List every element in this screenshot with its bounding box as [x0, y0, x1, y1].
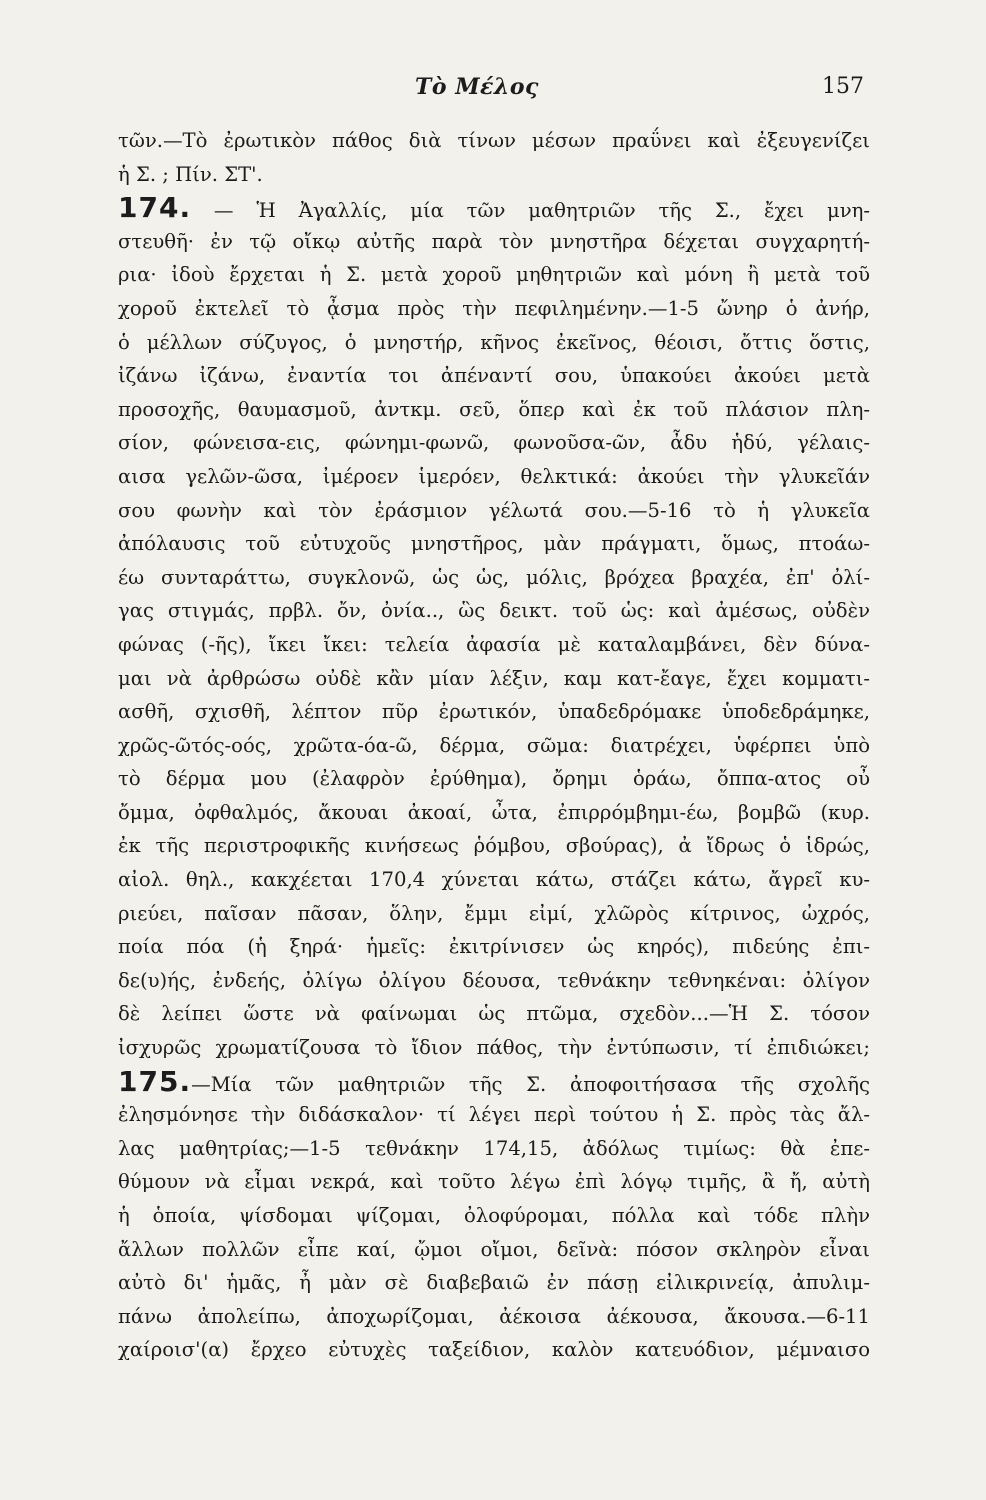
- line-text: ὄμμα, ὀφθαλμός, ἄκουαι ἀκοαί, ὦτα, ἐπιρρόμβημι-έω, βομβῶ (κυρ.: [118, 800, 870, 824]
- text-line: [118, 1165, 870, 1199]
- text-line: [118, 124, 870, 158]
- text-line: [118, 292, 870, 326]
- line-text: αισα γελῶν-ῶσα, ἰμέροεν ἱμερόεν, θελκτικά: ἀκούει τὴν γλυκεῖάν: [118, 464, 870, 488]
- line-text: ἰσχυρῶς χρωματίζουσα τὸ ἴδιον πάθος, τὴν ἐντύπωσιν, τί ἐπιδιώκει;: [118, 1036, 870, 1060]
- line-text: αἰολ. θηλ., κακχέεται 170,4 χύνεται κάτω, στάζει κάτω, ἄγρεῖ κυ-: [118, 868, 870, 892]
- text-line: [118, 829, 870, 863]
- text-line: [118, 494, 870, 528]
- text-line: [118, 796, 870, 830]
- running-title: Τὸ Μέλος: [415, 74, 539, 100]
- line-text: θύμουν νὰ εἶμαι νεκρά, καὶ τοῦτο λέγω ἐπὶ λόγῳ τιμῆς, ἂ ἤ, αὐτὴ: [118, 1170, 870, 1194]
- line-text: γας στιγμάς, πρβλ. ὄν, ὀνία.., ὣς δεικτ. τοῦ ὡς: καὶ ἀμέσως, οὐδὲν: [118, 599, 870, 623]
- text-line: [118, 997, 870, 1031]
- line-text: λας μαθητρίας;—1-5 τεθνάκην 174,15, ἀδόλως τιμίως: θὰ ἐπε-: [118, 1136, 870, 1160]
- page-number: 157: [822, 74, 864, 99]
- text-line: [118, 1233, 870, 1267]
- text-line: [118, 258, 870, 292]
- body-text: [118, 124, 870, 1367]
- text-line: [118, 359, 870, 393]
- text-line: [118, 628, 870, 662]
- section-number: 175.: [118, 1064, 192, 1098]
- line-text: σου φωνὴν καὶ τὸν ἐράσμιον γέλωτά σου.—5-16 τὸ ἡ γλυκεῖα: [118, 498, 870, 522]
- text-line: [118, 326, 870, 360]
- line-text: χρῶς-ῶτός-οός, χρῶτα-όα-ῶ, δέρμα, σῶμα: διατρέχει, ὑφέρπει ὑπὸ: [118, 733, 870, 757]
- text-line: [118, 729, 870, 763]
- line-text: αὐτὸ δι' ἡμᾶς, ἦ μὰν σὲ διαβεβαιῶ ἐν πάσῃ εἰλικρινείᾳ, ἀπυλιμ-: [118, 1271, 870, 1295]
- text-line: [118, 863, 870, 897]
- line-text: πάνω ἀπολείπω, ἀποχωρίζομαι, ἀέκοισα ἀέκουσα, ἄκουσα.—6-11: [118, 1304, 870, 1328]
- line-text: χαίροισ'(α) ἔρχεο εὐτυχὲς ταξείδιον, καλὸν κατευόδιον, μέμναισο: [118, 1338, 870, 1362]
- line-text: ἰζάνω ἰζάνω, ἐναντία τοι ἀπέναντί σου, ὑπακούει ἀκούει μετὰ: [118, 364, 870, 388]
- text-line: [118, 897, 870, 931]
- text-line: [118, 527, 870, 561]
- text-line: [118, 426, 870, 460]
- line-text: ἡ Σ. ; Πίν. ΣΤ'.: [118, 162, 263, 186]
- line-text: τῶν.—Τὸ ἐρωτικὸν πάθος διὰ τίνων μέσων πραΰνει καὶ ἐξευγενίζει: [118, 129, 870, 152]
- text-line: [118, 930, 870, 964]
- text-line: [118, 225, 870, 259]
- text-line: [118, 1031, 870, 1065]
- text-line: [118, 1132, 870, 1166]
- section-number: 174.: [118, 191, 192, 225]
- line-text: φώνας (-ῆς), ἴκει ἴκει: τελεία ἀφασία μὲ καταλαμβάνει, δὲν δύνα-: [118, 632, 870, 656]
- line-text: ασθῆ, σχισθῆ, λέπτον πῦρ ἐρωτικόν, ὑπαδεδρόμακε ὑποδεδράμηκε,: [118, 700, 870, 724]
- line-text: ἐλησμόνησε τὴν διδάσκαλον· τί λέγει περὶ τούτου ἡ Σ. πρὸς τὰς ἄλ-: [118, 1103, 870, 1127]
- text-line: [118, 1266, 870, 1300]
- line-text: ἐκ τῆς περιστροφικῆς κινήσεως ῥόμβου, σβούρας), ἀ ἴδρως ὁ ἱδρώς,: [118, 834, 870, 858]
- line-text: τὸ δέρμα μου (ἐλαφρὸν ἐρύθημα), ὄρημι ὁράω, ὄππα-ατος οὖ: [118, 767, 870, 791]
- line-text: στευθῆ· ἐν τῷ οἴκῳ αὐτῆς παρὰ τὸν μνηστῆρα δέχεται συγχαρητή-: [118, 229, 870, 253]
- text-line: [118, 460, 870, 494]
- text-line: [118, 1098, 870, 1132]
- line-text: ριεύει, παῖσαν πᾶσαν, ὅλην, ἔμμι εἰμί, χλῶρὸς κίτρινος, ὠχρός,: [118, 901, 870, 925]
- line-text: προσοχῆς, θαυμασμοῦ, ἀντκμ. σεῦ, ὅπερ καὶ ἐκ τοῦ πλάσιον πλη-: [118, 397, 870, 421]
- text-line: [118, 1300, 870, 1334]
- text-line: [118, 1199, 870, 1233]
- text-line: [118, 561, 870, 595]
- line-text: ποία πόα (ἡ ξηρά· ἡμεῖς: ἐκιτρίνισεν ὡς κηρός), πιδεύης ἐπι-: [118, 935, 870, 959]
- text-line: [118, 158, 870, 192]
- text-line: [118, 964, 870, 998]
- line-text: ἡ ὁποία, ψίσδομαι ψίζομαι, ὀλοφύρομαι, πόλλα καὶ τόδε πλὴν: [118, 1204, 870, 1227]
- text-line: [118, 594, 870, 628]
- text-line: [118, 695, 870, 729]
- line-text: —Μία τῶν μαθητριῶν τῆς Σ. ἀποφοιτήσασα τῆς σχολῆς: [191, 1072, 870, 1096]
- text-line: [118, 762, 870, 796]
- text-line: [118, 393, 870, 427]
- page-header: [0, 74, 986, 114]
- text-line: [118, 1333, 870, 1367]
- line-text: — Ἡ Ἀγαλλίς, μία τῶν μαθητριῶν τῆς Σ., ἔχει μνη-: [191, 199, 870, 223]
- line-text: δὲ λείπει ὥστε νὰ φαίνωμαι ὡς πτῶμα, σχεδὸν...—Ἡ Σ. τόσον: [118, 1002, 870, 1026]
- text-line: [118, 1065, 870, 1099]
- line-text: χοροῦ ἐκτελεῖ τὸ ᾆσμα πρὸς τὴν πεφιλημένην.—1-5 ὤνηρ ὁ ἀνήρ,: [118, 296, 870, 320]
- line-text: μαι νὰ ἀρθρώσω οὐδὲ κἂν μίαν λέξιν, καμ κατ-ἔαγε, ἔχει κομματι-: [118, 666, 870, 690]
- line-text: ἄλλων πολλῶν εἶπε καί, ᾤμοι οἴμοι, δεῖνὰ: πόσον σκληρὸν εἶναι: [118, 1237, 870, 1261]
- text-line: [118, 191, 870, 225]
- line-text: ἀπόλαυσις τοῦ εὐτυχοῦς μνηστῆρος, μὰν πράγματι, ὅμως, πτοάω-: [118, 532, 870, 556]
- text-line: [118, 662, 870, 696]
- line-text: ὁ μέλλων σύζυγος, ὁ μνηστήρ, κῆνος ἐκεῖνος, θέοισι, ὄττις ὅστις,: [118, 330, 870, 354]
- line-text: έω συνταράττω, συγκλονῶ, ὡς ὡς, μόλις, βρόχεα βραχέα, ἐπ' ὀλί-: [118, 565, 870, 589]
- line-text: ρια· ἰδοὺ ἔρχεται ἡ Σ. μετὰ χοροῦ μηθητριῶν καὶ μόνη ἢ μετὰ τοῦ: [118, 263, 870, 287]
- line-text: δε(υ)ής, ἐνδεής, ὀλίγω ὀλίγου δέουσα, τεθνάκην τεθνηκέναι: ὀλίγον: [118, 968, 870, 992]
- line-text: σίον, φώνεισα-εις, φώνημι-φωνῶ, φωνοῦσα-ῶν, ἆδυ ἡδύ, γέλαις-: [118, 431, 870, 455]
